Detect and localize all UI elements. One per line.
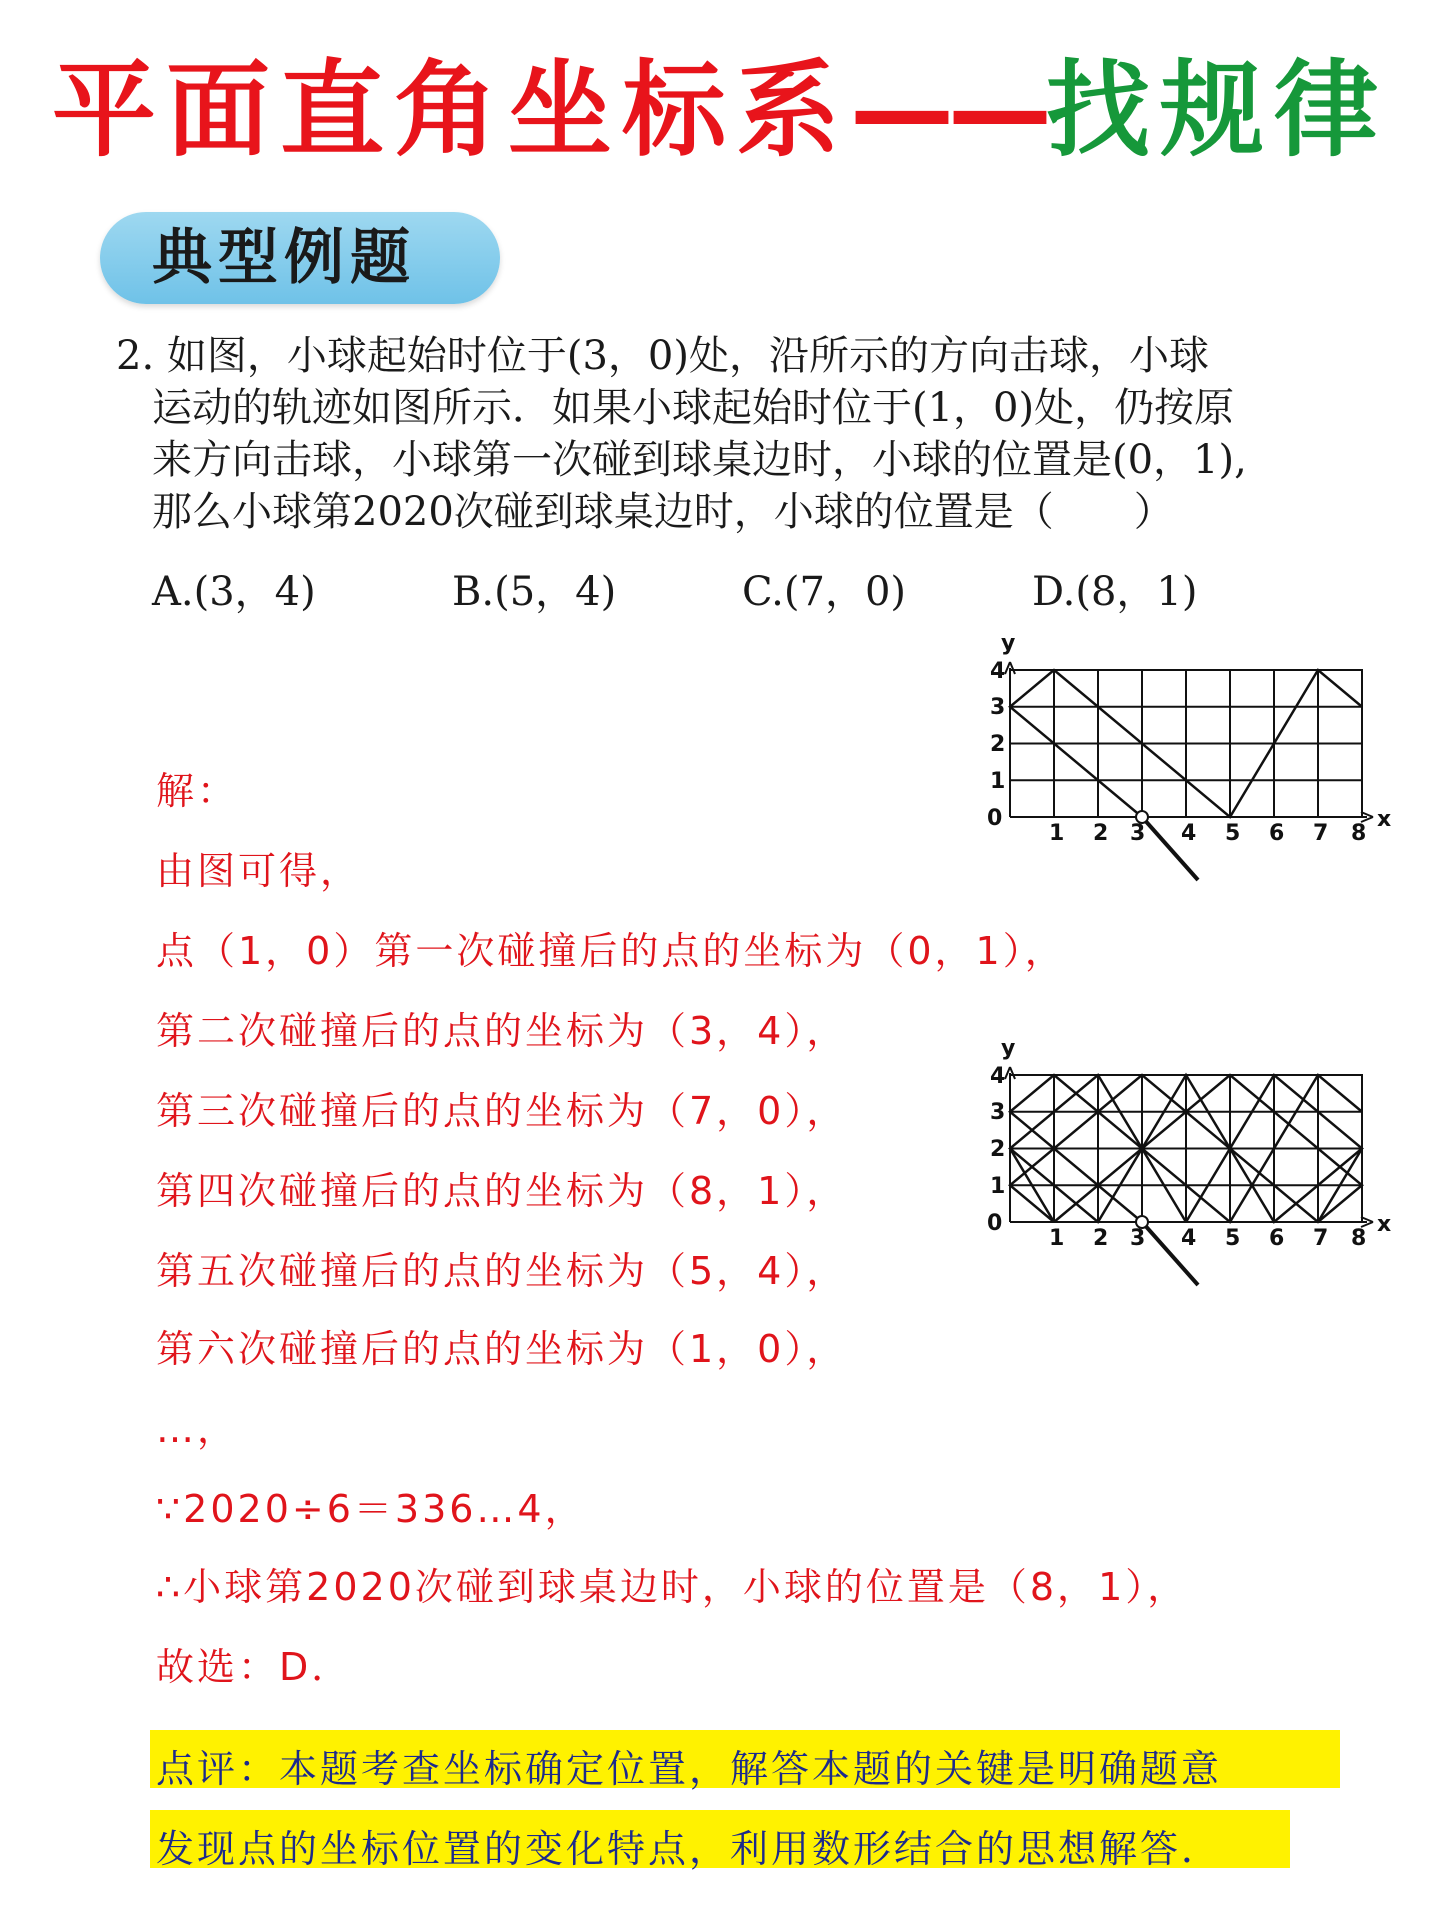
axis-x-label: x: [1377, 1212, 1392, 1237]
y-tick: 1: [990, 769, 1006, 794]
x-tick: 4: [1181, 821, 1197, 846]
solution-conclusion: ∴小球第2020次碰到球桌边时，小球的位置是（8，1），: [156, 1565, 1189, 1609]
y-tick: 2: [990, 1137, 1006, 1162]
option-a: A.(3，4): [152, 569, 316, 615]
question-line: 那么小球第2020次碰到球桌边时，小球的位置是（ ）: [152, 489, 1174, 535]
y-tick: 4: [990, 659, 1006, 684]
y-tick: 3: [990, 695, 1006, 720]
question-line: 运动的轨迹如图所示．如果小球起始时位于(1，0)处，仍按原: [152, 385, 1235, 431]
solution-line: 第四次碰撞后的点的坐标为（8，1），: [156, 1169, 848, 1213]
y-tick: 4: [990, 1064, 1006, 1089]
comment-line: 点评：本题考查坐标确定位置，解答本题的关键是明确题意: [156, 1747, 1223, 1791]
solution-line: 第二次碰撞后的点的坐标为（3，4），: [156, 1009, 848, 1053]
x-tick: 3: [1130, 1226, 1146, 1251]
question-line: 2. 如图，小球起始时位于(3，0)处，沿所示的方向击球，小球: [116, 333, 1209, 379]
y-tick: 1: [990, 1174, 1006, 1199]
x-tick: 6: [1269, 821, 1285, 846]
solution-line: …，: [156, 1407, 239, 1451]
x-tick: 8: [1351, 821, 1367, 846]
x-tick: 3: [1130, 821, 1146, 846]
axis-x-label: x: [1377, 807, 1392, 832]
origin-label: 0: [987, 806, 1003, 831]
solution-line: 第三次碰撞后的点的坐标为（7，0），: [156, 1089, 848, 1133]
solution-answer: 故选：D．: [156, 1645, 353, 1689]
x-tick: 1: [1049, 1226, 1065, 1251]
question-line: 来方向击球，小球第一次碰到球桌边时，小球的位置是(0，1),: [152, 437, 1247, 483]
question-text: [116, 330, 1366, 538]
solution-line: 点（1，0）第一次碰撞后的点的坐标为（0，1），: [156, 929, 1066, 973]
section-label: 典型例题: [152, 223, 416, 293]
option-d: D.(8，1): [1032, 569, 1198, 615]
x-tick: 6: [1269, 1226, 1285, 1251]
x-tick: 5: [1225, 1226, 1241, 1251]
x-tick: 4: [1181, 1226, 1197, 1251]
solution-line: 解：: [156, 769, 239, 813]
title-part1: 平面直角坐标系: [51, 49, 850, 171]
solution-line: ∵2020÷6＝336…4，: [156, 1487, 586, 1531]
option-b: B.(5，4): [452, 569, 617, 615]
solution-line: 第六次碰撞后的点的坐标为（1，0），: [156, 1327, 848, 1371]
origin-label: 0: [987, 1211, 1003, 1236]
solution-line: 第五次碰撞后的点的坐标为（5，4），: [156, 1249, 848, 1293]
x-tick: 7: [1313, 821, 1329, 846]
x-tick: 1: [1049, 821, 1065, 846]
page-title: [0, 45, 1440, 175]
section-label-pill: [100, 212, 500, 304]
answer-options: [152, 560, 1252, 620]
figure-full-grid: [985, 1025, 1405, 1295]
option-c: C.(7，0): [742, 569, 907, 615]
solution-line: 由图可得，: [156, 849, 362, 893]
comment-line: 发现点的坐标位置的变化特点，利用数形结合的思想解答．: [156, 1827, 1223, 1871]
x-tick: 8: [1351, 1226, 1367, 1251]
x-tick: 2: [1093, 1226, 1109, 1251]
title-dash: ——: [850, 49, 1046, 171]
axis-y-label: y: [1001, 1036, 1016, 1061]
axis-y-label: y: [1001, 631, 1016, 656]
y-tick: 2: [990, 732, 1006, 757]
figure-trajectory: [985, 620, 1405, 890]
x-tick: 5: [1225, 821, 1241, 846]
x-tick: 7: [1313, 1226, 1329, 1251]
title-part2: 找规律: [1046, 49, 1389, 171]
y-tick: 3: [990, 1100, 1006, 1125]
x-tick: 2: [1093, 821, 1109, 846]
